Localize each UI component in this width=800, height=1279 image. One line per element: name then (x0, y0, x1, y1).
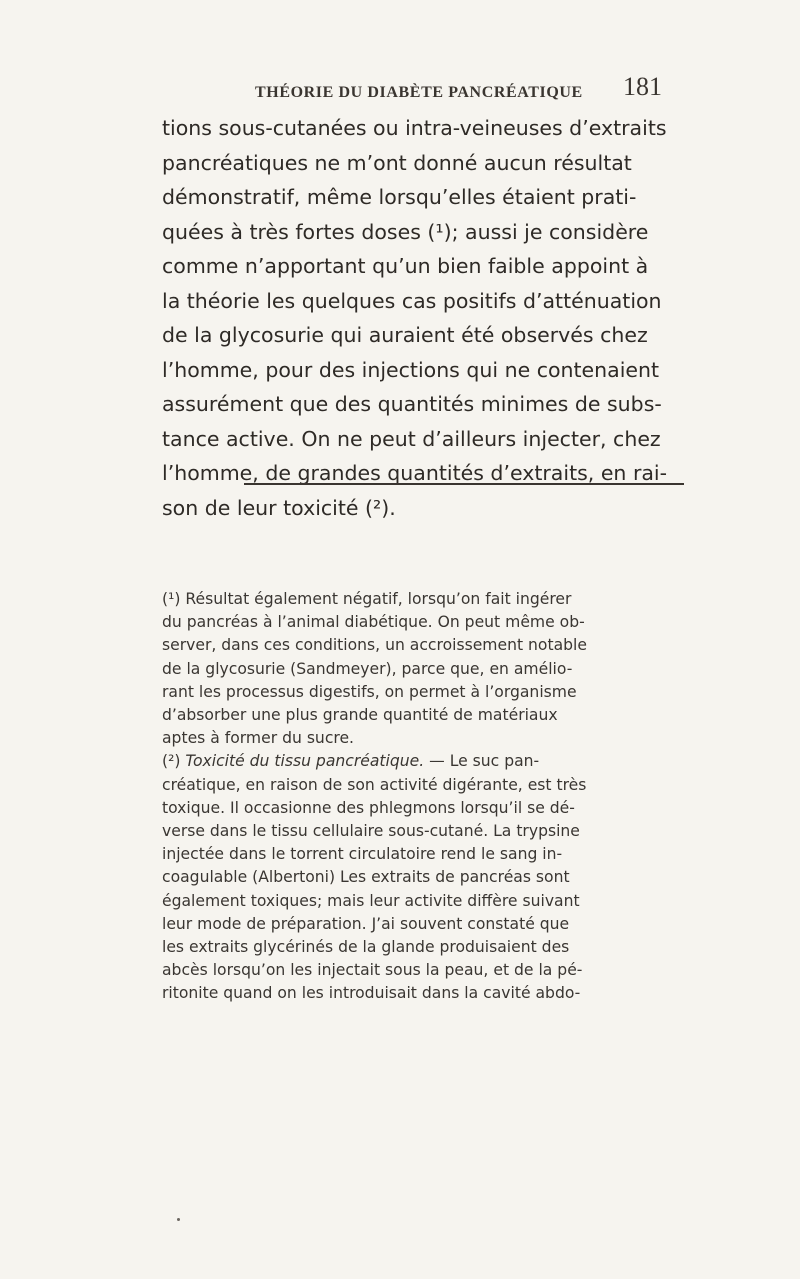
footnote-1 (162, 588, 692, 750)
footnote-line: également toxiques; mais leur activite diffère suivant (162, 891, 580, 910)
footnote-line: rant les processus digestifs, on permet à l’organisme (162, 682, 577, 701)
text-line: démonstratif, même lorsqu’elles étaient prati- (162, 185, 637, 209)
footnote-first-line (162, 750, 692, 773)
text-line: pancréatiques ne m’ont donné aucun résultat (162, 150, 632, 175)
footnote-separator (244, 483, 684, 485)
text-line: assurément que des quantités minimes de subs- (162, 392, 662, 416)
footnote-line: server, dans ces conditions, un accroissement notable (162, 636, 587, 655)
footnote-2 (162, 750, 692, 1005)
footnote-line: créatique, en raison de son activité digérante, est très (162, 775, 587, 794)
footnote-title: Toxicité du tissu pancréatique. (185, 752, 425, 771)
text-line: l’homme, de grandes quantités d’extraits, en rai- (162, 461, 668, 485)
text-line: l’homme, pour des injections qui ne contenaient (162, 357, 660, 382)
footnote-line: du pancréas à l’animal diabétique. On peut même ob- (162, 613, 585, 632)
text-line: quées à très fortes doses (¹); aussi je considère (162, 219, 649, 244)
text-line: la théorie les quelques cas positifs d’atténuation (162, 288, 662, 313)
footnote-line: leur mode de préparation. J’ai souvent constaté que (162, 914, 570, 933)
page-number: 181 (623, 72, 662, 101)
footnote-line: les extraits glycérinés de la glande produisaient des (162, 938, 570, 957)
footnote-line: ritonite quand on les introduisait dans la cavité abdo- (162, 984, 581, 1003)
footnote-line: d’absorber une plus grande quantité de matériaux (162, 706, 558, 725)
print-speck (177, 1218, 180, 1221)
running-title: THÉORIE DU DIABÈTE PANCRÉATIQUE (255, 84, 583, 101)
footnote-line-rest: — Le suc pan- (424, 752, 540, 771)
text-line: tance active. On ne peut d’ailleurs injecter, chez (162, 426, 661, 451)
footnote-line: verse dans le tissu cellulaire sous-cutané. La trypsine (162, 822, 580, 841)
footnote-line: aptes à former du sucre. (162, 729, 355, 748)
footnote-line: injectée dans le torrent circulatoire rend le sang in- (162, 845, 563, 864)
footnote-line: de la glycosurie (Sandmeyer), parce que, en amélio- (162, 659, 573, 678)
text-line: de la glycosurie qui auraient été observés chez (162, 323, 648, 347)
footnote-line: (¹) Résultat également négatif, lorsqu’on fait ingérer (162, 590, 572, 608)
footnote-line: coagulable (Albertoni) Les extraits de pancréas sont (162, 868, 570, 887)
main-paragraph (162, 111, 692, 525)
footnote-line: abcès lorsqu’on les injectait sous la peau, et de la pé- (162, 961, 583, 980)
footnote-marker: (²) (162, 752, 186, 771)
text-line: son de leur toxicité (²). (162, 495, 396, 520)
footnote-line: toxique. Il occasionne des phlegmons lorsqu’il se dé- (162, 798, 575, 817)
footnotes (162, 588, 692, 1006)
text-line: comme n’apportant qu’un bien faible appoint à (162, 254, 649, 278)
text-line: tions sous-cutanées ou intra-veineuses d’extraits (162, 116, 667, 140)
